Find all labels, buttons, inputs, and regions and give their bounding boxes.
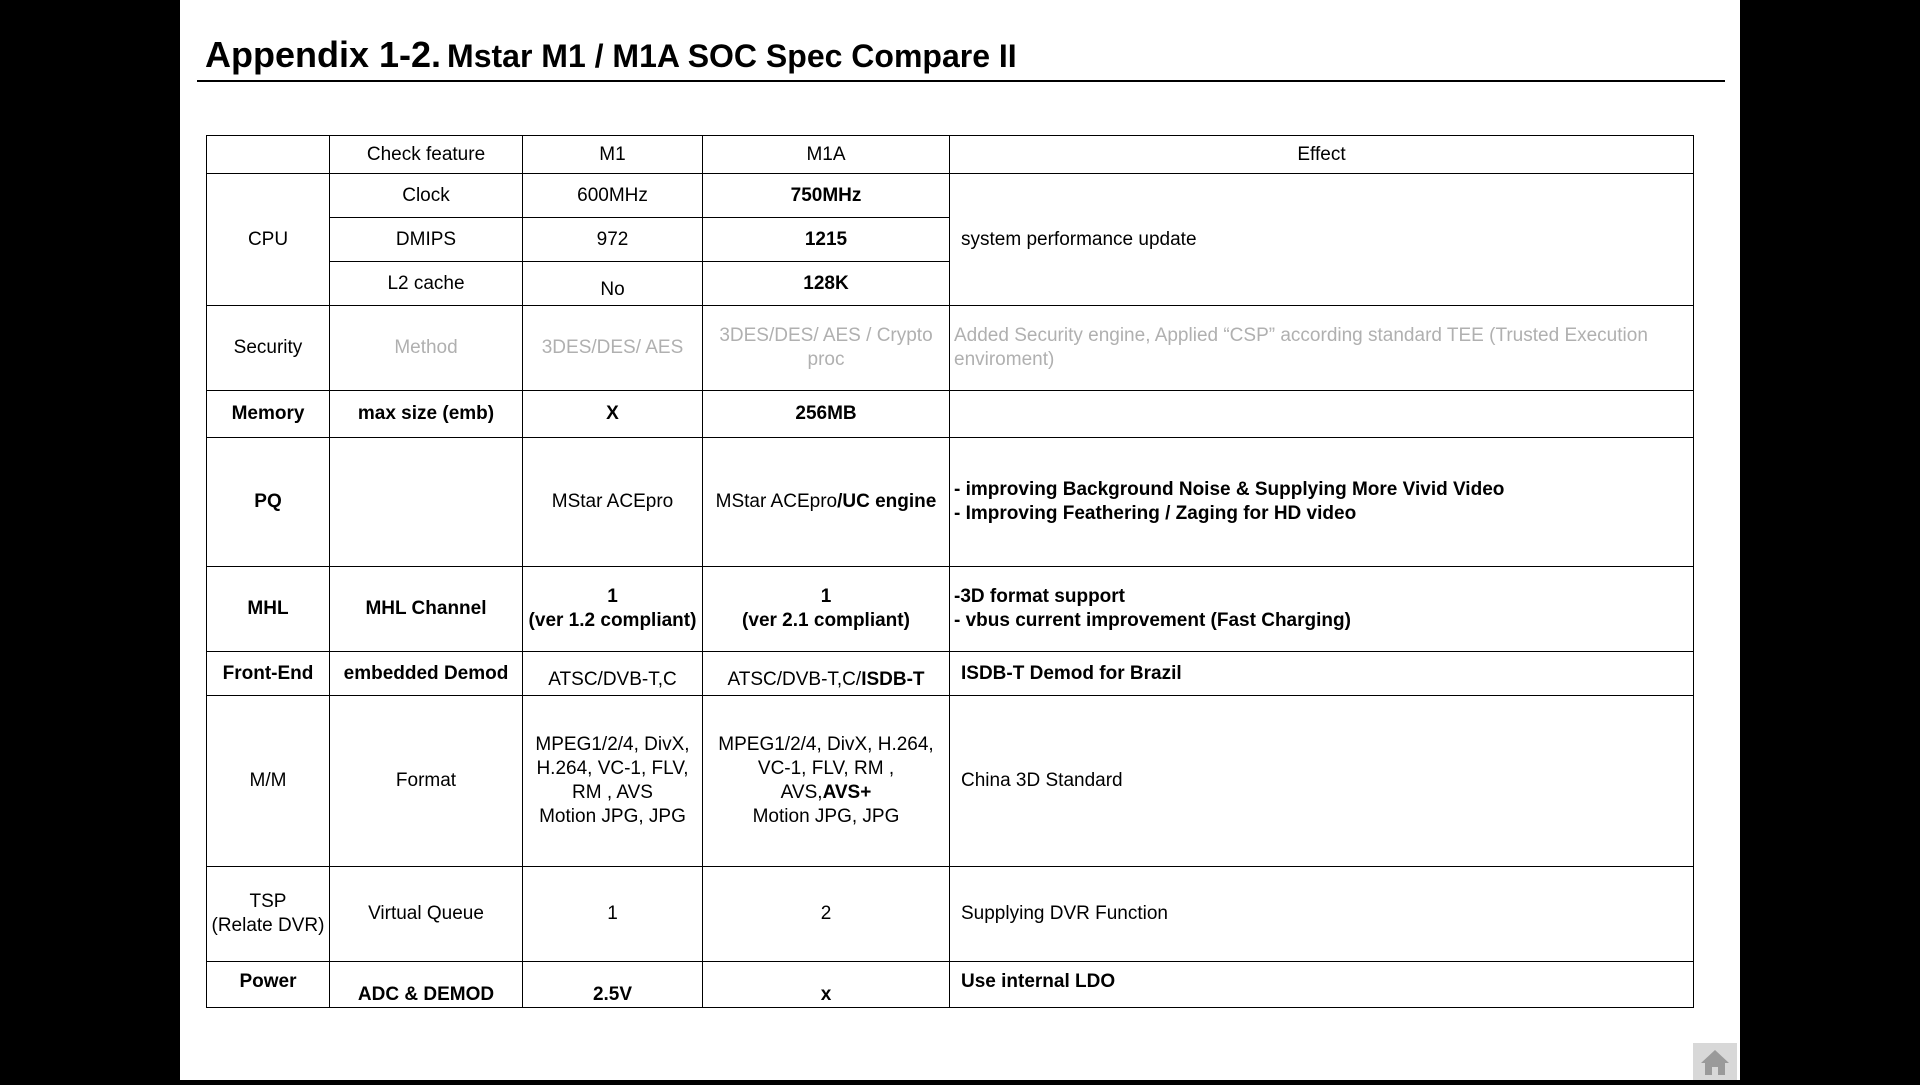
home-icon-graphic [1693, 1043, 1737, 1080]
effect-power: Use internal LDO [950, 962, 1694, 1008]
title-main: Mstar M1 / M1A SOC Spec Compare II [447, 38, 1017, 74]
spec-compare-table [206, 135, 1694, 1008]
table-row-memory [207, 391, 1694, 438]
effect-memory [950, 391, 1694, 438]
category-tsp-line-1: TSP [249, 891, 287, 912]
home-icon[interactable] [1693, 1043, 1737, 1080]
table-row-pq [207, 438, 1694, 567]
category-pq: PQ [207, 438, 330, 567]
effect-mhl [950, 567, 1694, 652]
m1a-frontend-bold: ISDB-T [861, 668, 925, 690]
m1a-mm-line-3-bold: AVS+ [822, 782, 872, 803]
m1a-mm-line-3-plain: AVS, [780, 782, 823, 803]
m1-mm [523, 696, 703, 867]
category-mm: M/M [207, 696, 330, 867]
m1-mhl-line-1: 1 [607, 586, 618, 607]
m1-mm-line-3: RM , AVS [572, 782, 653, 803]
m1-l2-cache: No [523, 262, 703, 306]
effect-mhl-line-2: - vbus current improvement (Fast Charging) [954, 610, 1351, 631]
feature-power: ADC & DEMOD [330, 962, 523, 1008]
category-tsp-line-2: (Relate DVR) [211, 915, 325, 936]
slide [180, 0, 1740, 1080]
effect-frontend: ISDB-T Demod for Brazil [950, 652, 1694, 696]
m1a-mm-line-4: Motion JPG, JPG [752, 806, 900, 827]
feature-mm: Format [330, 696, 523, 867]
header-effect: Effect [950, 136, 1694, 174]
m1-mhl [523, 567, 703, 652]
table-row-frontend [207, 652, 1694, 696]
m1a-mm [703, 696, 950, 867]
table-header-row [207, 136, 1694, 174]
m1a-security: 3DES/DES/ AES / Crypto proc [703, 306, 950, 391]
feature-memory: max size (emb) [330, 391, 523, 438]
feature-dmips: DMIPS [330, 218, 523, 262]
table-row-mm [207, 696, 1694, 867]
table-row-power [207, 962, 1694, 1008]
m1-dmips: 972 [523, 218, 703, 262]
m1-memory: X [523, 391, 703, 438]
table-row-cpu-clock [207, 174, 1694, 218]
table-row-tsp [207, 867, 1694, 962]
m1a-frontend-plain: ATSC/DVB-T,C/ [727, 668, 862, 690]
m1-tsp: 1 [523, 867, 703, 962]
header-category-cell [207, 136, 330, 174]
table-row-mhl [207, 567, 1694, 652]
m1a-memory: 256MB [703, 391, 950, 438]
m1a-mm-line-3 [705, 781, 947, 805]
m1-mm-line-2: H.264, VC-1, FLV, [536, 758, 689, 779]
table-row-security [207, 306, 1694, 391]
effect-pq-line-2: - Improving Feathering / Zaging for HD video [954, 503, 1357, 524]
m1a-mhl-line-2: (ver 2.1 compliant) [742, 610, 910, 631]
m1-security: 3DES/DES/ AES [523, 306, 703, 391]
feature-tsp: Virtual Queue [330, 867, 523, 962]
m1-frontend: ATSC/DVB-T,C [523, 652, 703, 696]
m1a-pq-plain: MStar ACEpro [715, 491, 838, 512]
m1a-pq [703, 438, 950, 567]
category-tsp [207, 867, 330, 962]
header-check-feature: Check feature [330, 136, 523, 174]
m1a-mhl-line-1: 1 [820, 586, 832, 607]
m1a-pq-bold: /UC engine [837, 491, 937, 512]
feature-pq [330, 438, 523, 567]
effect-mhl-line-1: -3D format support [954, 586, 1125, 607]
feature-l2-cache: L2 cache [330, 262, 523, 306]
m1a-dmips: 1215 [703, 218, 950, 262]
feature-clock: Clock [330, 174, 523, 218]
title-rule [197, 80, 1725, 82]
effect-tsp: Supplying DVR Function [950, 867, 1694, 962]
category-memory: Memory [207, 391, 330, 438]
m1-mm-line-1: MPEG1/2/4, DivX, [535, 734, 690, 755]
m1-pq: MStar ACEpro [523, 438, 703, 567]
m1a-tsp: 2 [703, 867, 950, 962]
category-mhl: MHL [207, 567, 330, 652]
category-power: Power [207, 962, 330, 1008]
m1-power: 2.5V [523, 962, 703, 1008]
category-frontend: Front-End [207, 652, 330, 696]
m1a-clock: 750MHz [703, 174, 950, 218]
effect-pq-line-1: - improving Background Noise & Supplying More Vivid Video [954, 479, 1505, 500]
effect-cpu: system performance update [950, 174, 1694, 306]
page-title [205, 34, 1017, 76]
m1a-mm-line-2: VC-1, FLV, RM , [757, 758, 895, 779]
m1a-mhl [703, 567, 950, 652]
m1-mhl-line-2: (ver 1.2 compliant) [528, 610, 697, 631]
m1-mm-line-4: Motion JPG, JPG [539, 806, 686, 827]
effect-security: Added Security engine, Applied “CSP” according standard TEE (Trusted Execution enviroment) [950, 306, 1694, 391]
header-m1: M1 [523, 136, 703, 174]
header-m1a: M1A [703, 136, 950, 174]
feature-frontend: embedded Demod [330, 652, 523, 696]
m1a-mm-line-1: MPEG1/2/4, DivX, H.264, [718, 734, 934, 755]
feature-mhl: MHL Channel [330, 567, 523, 652]
title-prefix: Appendix 1-2. [205, 34, 442, 75]
effect-mm: China 3D Standard [950, 696, 1694, 867]
effect-pq [950, 438, 1694, 567]
m1a-frontend [703, 652, 950, 696]
category-cpu: CPU [207, 174, 330, 306]
category-security: Security [207, 306, 330, 391]
m1-clock: 600MHz [523, 174, 703, 218]
feature-security-method: Method [330, 306, 523, 391]
m1a-power: x [703, 962, 950, 1008]
m1a-l2-cache: 128K [703, 262, 950, 306]
